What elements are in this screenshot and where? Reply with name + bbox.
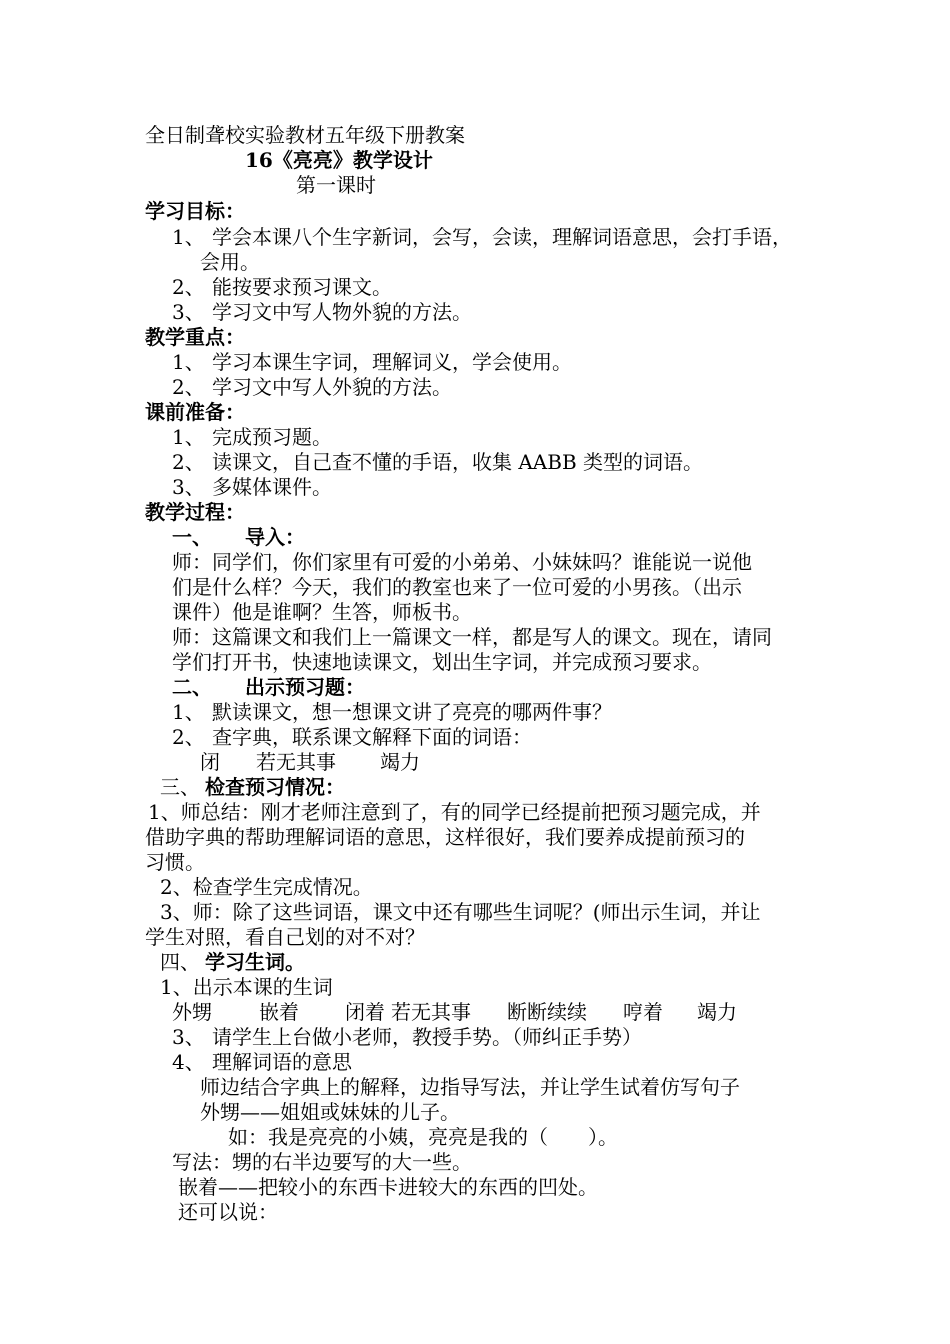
step4-body-6: 还可以说： bbox=[178, 1200, 278, 1224]
step3-line-4: 2、检查学生完成情况。 bbox=[160, 875, 373, 899]
focus-text-1: 学习本课生字词，理解词义，学会使用。 bbox=[212, 350, 572, 374]
step4-word-2: 嵌着 bbox=[259, 1000, 299, 1024]
step2-word-3: 竭力 bbox=[380, 750, 420, 774]
step1-line-2: 们是什么样？今天，我们的教室也来了一位可爱的小男孩。（出示 bbox=[172, 575, 742, 599]
focus-text-2: 学习文中写人外貌的方法。 bbox=[212, 375, 452, 399]
step4-body-3: 如：我是亮亮的小姨，亮亮是我的（ ）。 bbox=[228, 1125, 618, 1149]
step3-line-5: 3、师：除了这些词语，课文中还有哪些生词呢？(师出示生词，并让 bbox=[160, 900, 761, 924]
step4-item-num-4: 4、 bbox=[172, 1050, 205, 1074]
step1-line-5: 学们打开书，快速地读课文，划出生字词，并完成预习要求。 bbox=[172, 650, 712, 674]
goal-text-1: 学会本课八个生字新词，会写，会读，理解词语意思，会打手语， bbox=[212, 225, 792, 249]
step2-item-text-2: 查字典，联系课文解释下面的词语： bbox=[212, 725, 532, 749]
step2-item-text-1: 默读课文，想一想课文讲了亮亮的哪两件事？ bbox=[212, 700, 612, 724]
process-heading: 教学过程： bbox=[145, 500, 245, 524]
focus-heading: 教学重点： bbox=[145, 325, 245, 349]
step4-body-4: 写法：甥的右半边要写的大一些。 bbox=[172, 1150, 472, 1174]
step1-title: 导入： bbox=[245, 525, 305, 549]
goal-text-3: 学习文中写人物外貌的方法。 bbox=[212, 300, 472, 324]
step3-line-3: 习惯。 bbox=[145, 850, 205, 874]
step2-word-2: 若无其事 bbox=[256, 750, 336, 774]
step1-line-1: 师：同学们，你们家里有可爱的小弟弟、小妹妹吗？谁能说一说他 bbox=[172, 550, 752, 574]
prep-text-1: 完成预习题。 bbox=[212, 425, 332, 449]
prep-num-1: 1、 bbox=[172, 425, 205, 449]
prep-heading: 课前准备： bbox=[145, 400, 245, 424]
focus-num-2: 2、 bbox=[172, 375, 205, 399]
step4-word-3: 闭着 bbox=[345, 1000, 385, 1024]
step4-word-5: 断断续续 bbox=[507, 1000, 587, 1024]
step4-item-text-4: 理解词语的意思 bbox=[212, 1050, 352, 1074]
step2-num: 二、 bbox=[172, 675, 212, 699]
focus-num-1: 1、 bbox=[172, 350, 205, 374]
step4-body-1: 师边结合字典上的解释，边指导写法，并让学生试着仿写句子 bbox=[200, 1075, 740, 1099]
doc-header: 全日制聋校实验教材五年级下册教案 bbox=[145, 123, 465, 147]
step3-line-1: 1、师总结：刚才老师注意到了，有的同学已经提前把预习题完成，并 bbox=[148, 800, 761, 824]
prep-text-2: 读课文，自己查不懂的手语，收集 AABB 类型的词语。 bbox=[212, 450, 703, 474]
goal-text-2: 能按要求预习课文。 bbox=[212, 275, 392, 299]
step4-item-text-3: 请学生上台做小老师，教授手势。（师纠正手势） bbox=[212, 1025, 642, 1049]
goals-heading: 学习目标： bbox=[145, 199, 245, 223]
step1-num: 一、 bbox=[172, 525, 212, 549]
step4-item-num-3: 3、 bbox=[172, 1025, 205, 1049]
goal-text-1-cont: 会用。 bbox=[200, 250, 260, 274]
step3-line-2: 借助字典的帮助理解词语的意思，这样很好，我们要养成提前预习的 bbox=[145, 825, 745, 849]
doc-title: 16《亮亮》教学设计 bbox=[245, 148, 433, 172]
step2-item-num-2: 2、 bbox=[172, 725, 205, 749]
step4-title: 学习生词。 bbox=[205, 950, 305, 974]
step4-num: 四、 bbox=[160, 950, 200, 974]
goal-num-1: 1、 bbox=[172, 225, 205, 249]
step3-title: 检查预习情况： bbox=[205, 775, 345, 799]
step2-item-num-1: 1、 bbox=[172, 700, 205, 724]
step1-line-4: 师：这篇课文和我们上一篇课文一样，都是写人的课文。现在，请同 bbox=[172, 625, 772, 649]
step4-line-1: 1、出示本课的生词 bbox=[160, 975, 333, 999]
step3-num: 三、 bbox=[160, 775, 200, 799]
step4-word-7: 竭力 bbox=[697, 1000, 737, 1024]
step4-word-4: 若无其事 bbox=[391, 1000, 471, 1024]
step1-line-3: 课件）他是谁啊？生答，师板书。 bbox=[172, 600, 472, 624]
goal-num-2: 2、 bbox=[172, 275, 205, 299]
prep-num-2: 2、 bbox=[172, 450, 205, 474]
step3-line-6: 学生对照，看自己划的对不对？ bbox=[145, 925, 425, 949]
prep-text-3: 多媒体课件。 bbox=[212, 475, 332, 499]
step4-word-6: 哼着 bbox=[623, 1000, 663, 1024]
doc-subtitle: 第一课时 bbox=[296, 173, 376, 197]
step4-body-2: 外甥——姐姐或妹妹的儿子。 bbox=[200, 1100, 460, 1124]
step4-body-5: 嵌着——把较小的东西卡进较大的东西的凹处。 bbox=[178, 1175, 598, 1199]
step4-word-1: 外甥 bbox=[172, 1000, 212, 1024]
step2-word-1: 闭 bbox=[200, 750, 220, 774]
prep-num-3: 3、 bbox=[172, 475, 205, 499]
step2-title: 出示预习题： bbox=[245, 675, 365, 699]
goal-num-3: 3、 bbox=[172, 300, 205, 324]
